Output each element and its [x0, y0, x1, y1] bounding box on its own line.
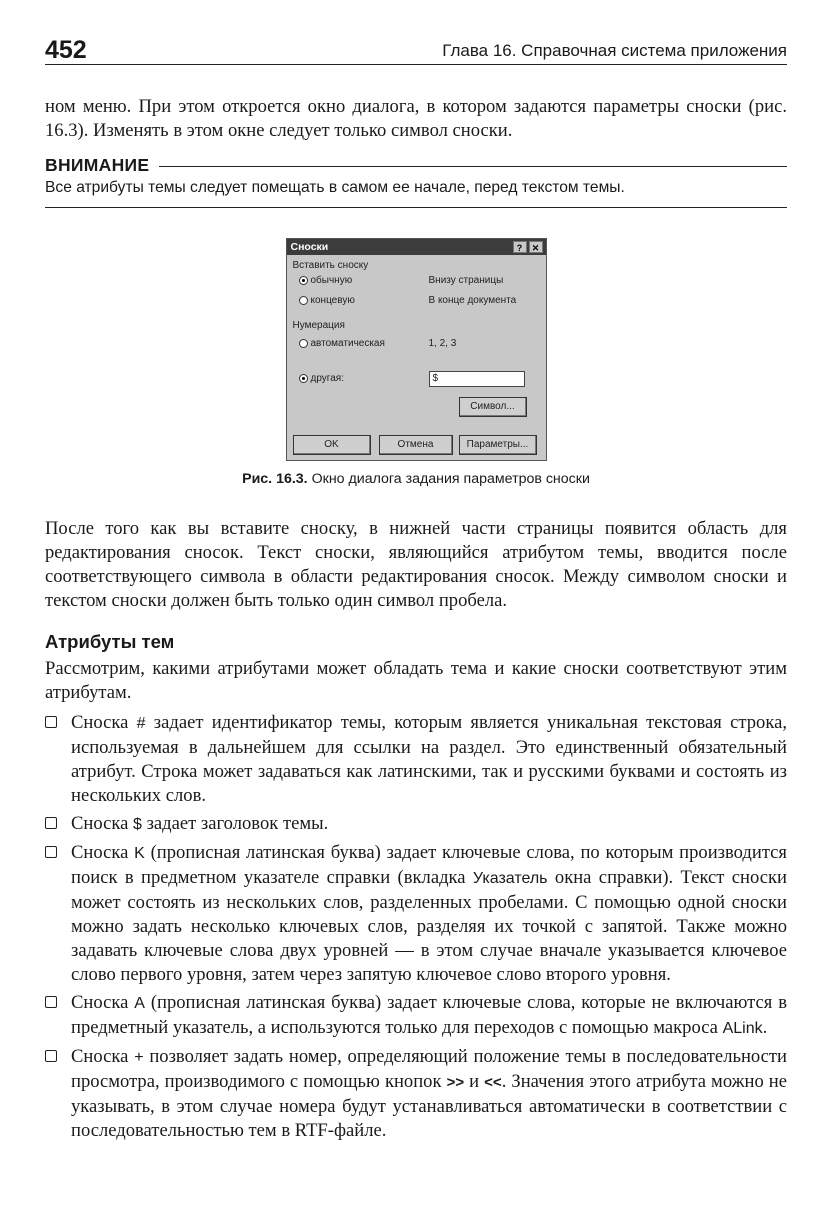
radio-other-label: другая: — [310, 373, 344, 384]
label-bottom-of-page: Внизу страницы — [428, 275, 504, 286]
code-text: Указатель — [472, 870, 548, 887]
intro-paragraph: ном меню. При этом откроется окно диалога, в котором задаются параметры сноски (рис. 16.3). Изменять в этом окне следует только символ сноски. — [45, 96, 787, 141]
checkbox-bullet-icon — [45, 1050, 57, 1062]
list-item: Сноска K (прописная латинская буква) задает ключевые слова, по которым производится поиск в предметном указателе справки (вкладка Указатель окна справки). Текст сноски может состоять из нескольких слов, разделенных пробелами. С помощью одной сноски можно задать несколько ключевых слов, разделяя их точкой с запятой. Также можно задавать ключевые слова двух уровней — в этом случае вначале указывается ключевое слово первого уровня, затем через запятую ключевое слово второго уровня. — [45, 841, 787, 987]
radio-auto-indicator — [299, 339, 308, 348]
figure-caption-text: Окно диалога задания параметров сноски — [311, 471, 590, 487]
params-button[interactable]: Параметры... — [459, 435, 537, 455]
list-item: Сноска A (прописная латинская буква) задает ключевые слова, которые не включаются в предметный указатель, а используются только для переходов с помощью макроса ALink. — [45, 991, 787, 1041]
code-text: ALink — [722, 1020, 763, 1037]
checkbox-bullet-icon — [45, 716, 57, 728]
symbol-input[interactable]: $ — [429, 371, 525, 387]
help-icon[interactable]: ? — [513, 241, 527, 253]
attribute-list — [45, 711, 787, 1143]
list-item: Сноска # задает идентификатор темы, которым является уникальная текстовая строка, используемая в дальнейшем для ссылки на раздел. Это единственный обязательный атрибут. Строка может задаваться как латинскими, так и русскими буквами и состоять из нескольких слов. — [45, 711, 787, 808]
radio-end[interactable] — [299, 295, 355, 306]
ok-button[interactable]: OK — [293, 435, 371, 455]
section-title: Атрибуты тем — [45, 631, 175, 652]
radio-regular-label: обычную — [310, 275, 353, 286]
code-text: + — [134, 1049, 144, 1066]
label-end-of-document: В конце документа — [428, 295, 517, 306]
radio-other-indicator — [299, 374, 308, 383]
cancel-button[interactable]: Отмена — [379, 435, 453, 455]
figure-caption — [242, 471, 590, 487]
checkbox-bullet-icon — [45, 996, 57, 1008]
warning-rule — [159, 166, 787, 167]
radio-end-indicator — [299, 296, 308, 305]
radio-regular[interactable] — [299, 275, 353, 286]
running-header — [45, 30, 787, 65]
group-numbering-label: Нумерация — [292, 320, 345, 331]
symbol-button[interactable]: Символ... — [459, 397, 527, 417]
code-text: K — [134, 845, 145, 862]
checkbox-bullet-icon — [45, 817, 57, 829]
dialog-title-bar — [287, 239, 546, 255]
list-item: Сноска $ задает заголовок темы. — [45, 812, 787, 837]
code-text: << — [484, 1074, 502, 1091]
code-text: $ — [133, 816, 142, 833]
paragraph-footnote-area: После того как вы вставите сноску, в нижней части страницы появится область для редактирования сносок. Текст сноски, являющийся атрибутом темы, вводится после соответствующего символа в области редактирования сносок. Между символом сноски и текстом сноски должен быть только один символ пробела. — [45, 518, 787, 611]
radio-end-label: концевую — [310, 295, 355, 306]
warning-title: ВНИМАНИЕ — [45, 155, 150, 175]
code-text: >> — [446, 1074, 465, 1091]
page-number: 452 — [45, 36, 87, 64]
code-text: A — [134, 995, 145, 1012]
radio-other[interactable] — [299, 373, 344, 384]
list-item: Сноска + позволяет задать номер, определяющий положение темы в последовательности просмотра, производимого с помощью кнопок >> и <<. Значения этого атрибута можно не указывать, в этом случае номера будут устанавливаться автоматически в соответствии с последовательностью тем в RTF-файле. — [45, 1045, 787, 1143]
warning-block — [45, 155, 787, 208]
footnote-dialog — [286, 238, 547, 461]
close-icon[interactable]: ✕ — [529, 241, 543, 253]
group-insert-label: Вставить сноску — [292, 260, 369, 271]
radio-auto[interactable] — [299, 338, 385, 349]
chapter-title: Глава 16. Справочная система приложения — [442, 41, 787, 60]
radio-regular-indicator — [299, 276, 308, 285]
label-numbers: 1, 2, 3 — [428, 338, 457, 349]
figure — [45, 238, 787, 487]
code-text: # — [136, 715, 146, 732]
paragraph-attributes-intro: Рассмотрим, какими атрибутами может обладать тема и какие сноски соответствуют этим атрибутам. — [45, 658, 787, 703]
radio-auto-label: автоматическая — [310, 338, 385, 349]
figure-label: Рис. 16.3. — [242, 471, 308, 487]
checkbox-bullet-icon — [45, 846, 57, 858]
warning-text: Все атрибуты темы следует помещать в самом ее начале, перед текстом темы. — [45, 179, 625, 196]
book-page — [45, 30, 787, 1147]
dialog-title: Сноски — [290, 241, 329, 253]
